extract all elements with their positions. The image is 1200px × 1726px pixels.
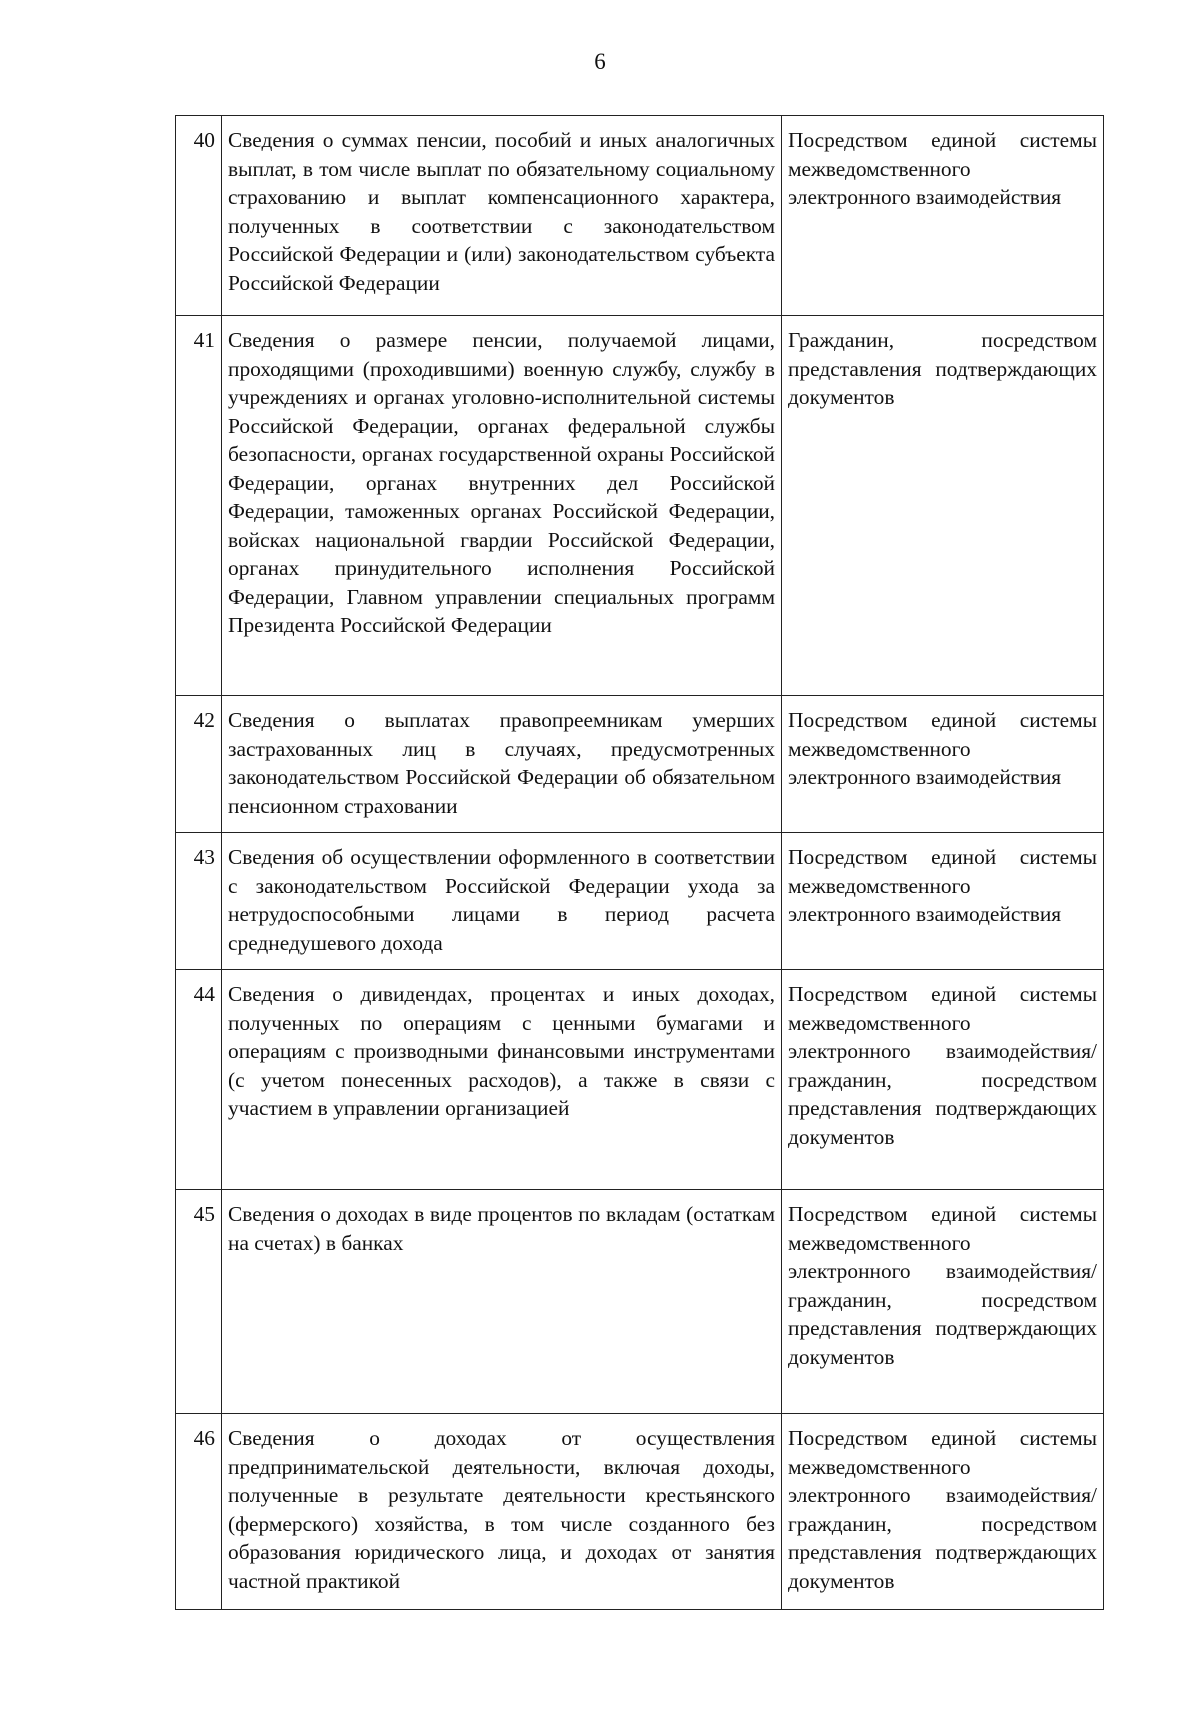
row-source: Посредством единой системы межведомственного электронного взаимодействия	[782, 696, 1104, 833]
income-info-table	[175, 115, 1104, 1610]
row-source: Посредством единой системы межведомственного электронного взаимодействия	[782, 833, 1104, 970]
table-row	[176, 696, 1104, 833]
row-source: Посредством единой системы межведомственного электронного взаимодействия/гражданин, посредством представления подтверждающих документов	[782, 970, 1104, 1190]
row-description: Сведения об осуществлении оформленного в соответствии с законодательством Российской Федерации ухода за нетрудоспособными лицами в период расчета среднедушевого дохода	[222, 833, 782, 970]
row-number: 40	[176, 116, 222, 316]
row-description: Сведения о доходах в виде процентов по вкладам (остаткам на счетах) в банках	[222, 1190, 782, 1414]
table-row	[176, 833, 1104, 970]
row-source: Гражданин, посредством представления подтверждающих документов	[782, 316, 1104, 696]
table-row	[176, 1190, 1104, 1414]
table-row	[176, 1414, 1104, 1610]
row-number: 41	[176, 316, 222, 696]
row-source: Посредством единой системы межведомственного электронного взаимодействия	[782, 116, 1104, 316]
row-description: Сведения о размере пенсии, получаемой лицами, проходящими (проходившими) военную службу, службу в учреждениях и органах уголовно-исполнительной системы Российской Федерации, органах федеральной службы безопасности, органах государственной охраны Российской Федерации, органах внутренних дел Российской Федерации, таможенных органах Российской Федерации, войсках национальной гвардии Российской Федерации, органах принудительного исполнения Российской Федерации, Главном управлении специальных программ Президента Российской Федерации	[222, 316, 782, 696]
row-number: 46	[176, 1414, 222, 1610]
row-number: 43	[176, 833, 222, 970]
row-description: Сведения о выплатах правопреемникам умерших застрахованных лиц в случаях, предусмотренных законодательством Российской Федерации об обязательном пенсионном страховании	[222, 696, 782, 833]
row-source: Посредством единой системы межведомственного электронного взаимодействия/гражданин, посредством представления подтверждающих документов	[782, 1414, 1104, 1610]
row-description: Сведения о доходах от осуществления предпринимательской деятельности, включая доходы, полученные в результате деятельности крестьянского (фермерского) хозяйства, в том числе созданного без образования юридического лица, и доходах от занятия частной практикой	[222, 1414, 782, 1610]
row-source: Посредством единой системы межведомственного электронного взаимодействия/гражданин, посредством представления подтверждающих документов	[782, 1190, 1104, 1414]
row-number: 45	[176, 1190, 222, 1414]
table-row	[176, 116, 1104, 316]
row-number: 42	[176, 696, 222, 833]
page-number: 6	[594, 49, 606, 74]
row-description: Сведения о дивидендах, процентах и иных доходах, полученных по операциям с ценными бумагами и операциям с производными финансовыми инструментами (с учетом понесенных расходов), а также в связи с участием в управлении организацией	[222, 970, 782, 1190]
table-row	[176, 316, 1104, 696]
row-description: Сведения о суммах пенсии, пособий и иных аналогичных выплат, в том числе выплат по обязательному социальному страхованию и выплат компенсационного характера, полученных в соответствии с законодательством Российской Федерации и (или) законодательством субъекта Российской Федерации	[222, 116, 782, 316]
table-row	[176, 970, 1104, 1190]
row-number: 44	[176, 970, 222, 1190]
